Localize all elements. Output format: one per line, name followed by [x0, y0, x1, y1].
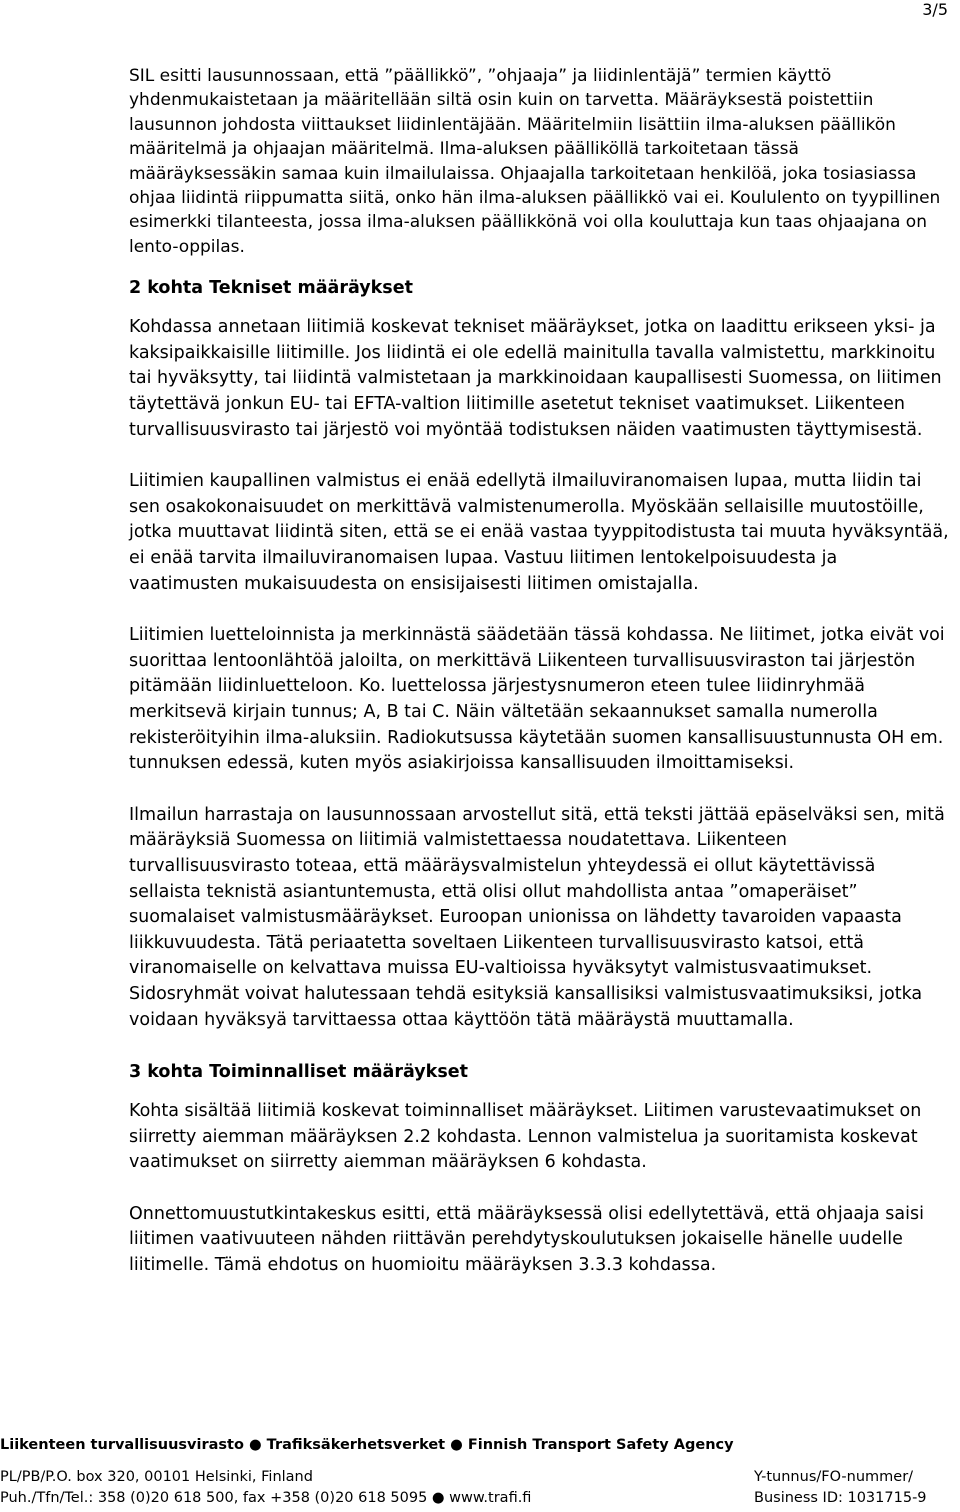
- document-body: [129, 64, 951, 1279]
- section-3-paragraph-1: Kohta sisältää liitimiä koskevat toiminnalliset määräykset. Liitimen varustevaatimukset on siirretty aiemman määräyksen 2.2 kohdasta. Lennon valmistelua ja suoritamista koskevat vaatimukset on siirretty aiemman määräyksen 6 kohdasta.: [129, 1101, 922, 1173]
- footer-business-id: [754, 1467, 927, 1509]
- footer-phone: Puh./Tfn/Tel.: 358 (0)20 618 500, fax +358 (0)20 618 5095 ● www.trafi.fi: [0, 1490, 532, 1506]
- section-3-paragraph-2: Onnettomuustutkintakeskus esitti, että määräyksessä olisi edellytettävä, että ohjaaja saisi liitimen vaativuuteen nähden riittävän perehdytyskoulutuksen jokaiselle hänelle uudelle liitimelle. Tämä ehdotus on huomioitu määräyksen 3.3.3 kohdassa.: [129, 1203, 924, 1276]
- section-2-paragraph-2: Liitimien kaupallinen valmistus ei enää edellytä ilmailuviranomaisen lupaa, mutta liidin tai sen osakokonaisuudet on merkittävä valmistenumerolla. Myöskään sellaisille muutostöille, jotka muuttavat liidintä siten, että se ei enää vastaa tyyppitodistusta tai muuta hyväksyntää, ei enää tarvita ilmailuviranomaisen lupaa. Vastuu liitimen lentokelpoisuudesta ja vaatimusten mukaisuudesta on ensisijaisesti liitimen omistajalla.: [129, 471, 949, 594]
- footer-address: PL/PB/P.O. box 320, 00101 Helsinki, Finland: [0, 1469, 313, 1485]
- footer-contact: [0, 1467, 531, 1509]
- section-2-paragraph-3: Liitimien luetteloinnista ja merkinnästä säädetään tässä kohdassa. Ne liitimet, jotka eivät voi suorittaa lentoonlähtöä jaloilta, on merkittävä Liikenteen turvallisuusviraston tai järjestön pitämään liidinluetteloon. Ko. luettelossa järjestysnumeron eteen tulee liidinryhmää merkitsevä kirjain tunnus; A, B tai C. Näin vältetään sekaannukset samalla numerolla rekisteröityihin ilma-aluksiin. Radiokutsussa käytetään suomen kansallisuustunnusta OH em. tunnuksen edessä, kuten myös asiakirjoissa kansallisuuden ilmoittamiseksi.: [129, 625, 945, 774]
- section-2-heading: 2 kohta Tekniset määräykset: [129, 278, 413, 299]
- section-2-paragraph-4: Ilmailun harrastaja on lausunnossaan arvostellut sitä, että teksti jättää epäselväksi sen, mitä määräyksiä Suomessa on liitimiä valmistettaessa noudatettava. Liikenteen turvallisuusvirasto toteaa, että määräysvalmistelun yhteydessä ei ollut käytettävissä sellaista teknistä asiantuntemusta, että olisi ollut mahdollista antaa ”omaperäiset” suomalaiset valmistusmääräykset. Euroopan unionissa on lähdetty tavaroiden vapaasta liikkuvuudesta. Tätä periaatetta soveltaen Liikenteen turvallisuusvirasto katsoi, että viranomaiselle on kelvattava muissa EU-valtioissa hyväksytyt valmistusvaatimukset. Sidosryhmät voivat halutessaan tehdä esityksiä kansallisiksi valmistusvaatimuksiksi, jotka voidaan hyväksyä tarvittaessa ottaa käyttöön tätä määräystä muuttamalla.: [129, 804, 945, 1030]
- page-number: 3/5: [922, 0, 948, 19]
- intro-paragraph: SIL esitti lausunnossaan, että ”päällikkö”, ”ohjaaja” ja liidinlentäjä” termien käyttö yhdenmukaistetaan ja määritellään siltä osin kuin on tarvetta. Määräyksestä poistettiin lausunnon johdosta viittaukset liidinlentäjään. Määritelmiin lisättiin ilma-aluksen päällikön määritelmä ja ohjaajan määritelmä. Ilma-aluksen päälliköllä tarkoitetaan tässä määräyksessäkin samaa kuin ilmailulaissa. Ohjaajalla tarkoitetaan henkilöä, joka tosiasiassa ohjaa liidintä riippumatta siitä, onko hän ilma-aluksen päällikkö vai ei. Koululento on tyypillinen esimerkki tilanteesta, jossa ilma-aluksen päällikkönä voi olla kouluttaja kun taas ohjaajana on lento-oppilas.: [129, 66, 941, 257]
- footer-business-id-value: Business ID: 1031715-9: [754, 1490, 927, 1506]
- section-3-heading: 3 kohta Toiminnalliset määräykset: [129, 1062, 468, 1083]
- footer-business-id-label: Y-tunnus/FO-nummer/: [754, 1469, 914, 1485]
- section-2-paragraph-1: Kohdassa annetaan liitimiä koskevat tekniset määräykset, jotka on laadittu erikseen yksi- ja kaksipaikkaisille liitimille. Jos liidintä ei ole edellä mainitulla tavalla valmistettu, markkinoitu tai hyväksytty, tai liidintä valmistetaan ja markkinoidaan kaupallisesti Suomessa, on liitimen täytettävä jonkun EU- tai EFTA-valtion liitimille asetetut tekniset vaatimukset. Liikenteen turvallisuusvirasto tai järjestö voi myöntää todistuksen näiden vaatimusten täyttymisestä.: [129, 317, 942, 440]
- footer-agencies: Liikenteen turvallisuusvirasto ● Trafiksäkerhetsverket ● Finnish Transport Safety Agency: [0, 1437, 734, 1453]
